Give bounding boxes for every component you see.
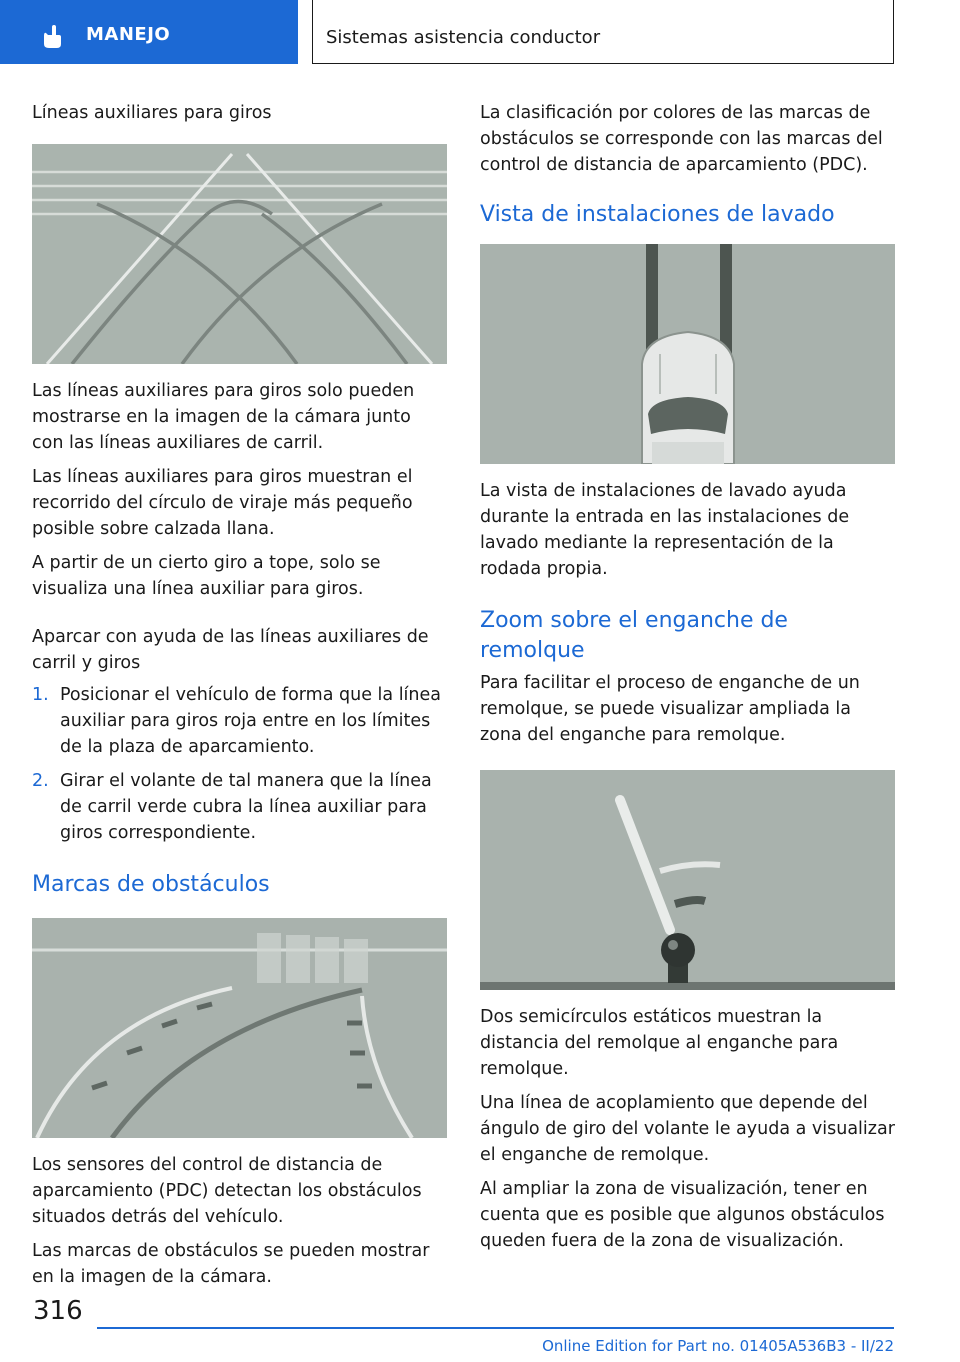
obstacles-paragraph-1: Los sensores del control de distancia de aparcamiento (PDC) detectan los obstáculos situados detrás del vehículo.	[32, 1155, 422, 1227]
step-text: Posicionar el vehículo de forma que la línea auxiliar para giros roja entre en los límites de la plaza de aparcamiento.	[60, 685, 442, 757]
heading-wash: Vista de instalaciones de lavado	[480, 202, 835, 227]
hitch-zoom-figure	[480, 770, 895, 990]
turn-lines-figure	[32, 144, 447, 364]
zoom-paragraph-1: Para facilitar el proceso de enganche de un remolque, se puede visualizar ampliada la zona del enganche para remolque.	[480, 673, 860, 745]
color-classification-paragraph: La clasificación por colores de las marcas de obstáculos se corresponde con las marcas del control de distancia de aparcamiento (PDC).	[480, 103, 883, 175]
page-number: 316	[33, 1296, 83, 1326]
wash-paragraph: La vista de instalaciones de lavado ayuda durante la entrada en las instalaciones de lavado mediante la representación de la rodada propia.	[480, 481, 850, 579]
chapter-header	[312, 0, 894, 64]
list-item	[32, 768, 447, 846]
heading-turn-lines: Líneas auxiliares para giros	[32, 103, 272, 123]
footer-divider	[97, 1327, 894, 1329]
section-tab	[0, 0, 298, 64]
list-item	[32, 682, 447, 760]
heading-obstacles: Marcas de obstáculos	[32, 872, 270, 897]
zoom-paragraph-3: Una línea de acoplamiento que depende del ángulo de giro del volante le ayuda a visualizar el enganche de remolque.	[480, 1093, 895, 1165]
zoom-paragraph-2: Dos semicírculos estáticos muestran la distancia del remolque al enganche para remolque.	[480, 1007, 839, 1079]
step-number: 1.	[32, 685, 49, 705]
chapter-title: Sistemas asistencia conductor	[326, 27, 601, 48]
zoom-paragraph-4: Al ampliar la zona de visualización, tener en cuenta que es posible que algunos obstáculos queden fuera de la zona de visualización.	[480, 1179, 885, 1251]
heading-parking: Aparcar con ayuda de las líneas auxiliares de carril y giros	[32, 627, 429, 673]
car-top-view	[642, 332, 734, 464]
obstacle-marks-figure	[32, 918, 447, 1138]
car-wash-figure	[480, 244, 895, 464]
obstacles-paragraph-2: Las marcas de obstáculos se pueden mostrar en la imagen de la cámara.	[32, 1241, 430, 1287]
turn-lines-paragraph-1: Las líneas auxiliares para giros solo pueden mostrarse en la imagen de la cámara junto con las líneas auxiliares de carril.	[32, 381, 415, 453]
hand-icon	[38, 22, 66, 50]
turn-lines-paragraph-2: Las líneas auxiliares para giros muestran el recorrido del círculo de viraje más pequeño posible sobre calzada llana.	[32, 467, 413, 539]
step-text: Girar el volante de tal manera que la línea de carril verde cubra la línea auxiliar para giros correspondiente.	[60, 771, 432, 843]
left-column	[32, 100, 447, 1290]
footer-edition: Online Edition for Part no. 01405A536B3 - II/22	[542, 1337, 894, 1355]
step-number: 2.	[32, 771, 49, 791]
heading-zoom: Zoom sobre el enganche de remolque	[480, 608, 788, 663]
parking-steps	[32, 682, 447, 846]
turn-lines-paragraph-3: A partir de un cierto giro a tope, solo se visualiza una línea auxiliar para giros.	[32, 553, 381, 599]
right-column	[480, 100, 895, 1254]
section-label: MANEJO	[86, 24, 171, 45]
